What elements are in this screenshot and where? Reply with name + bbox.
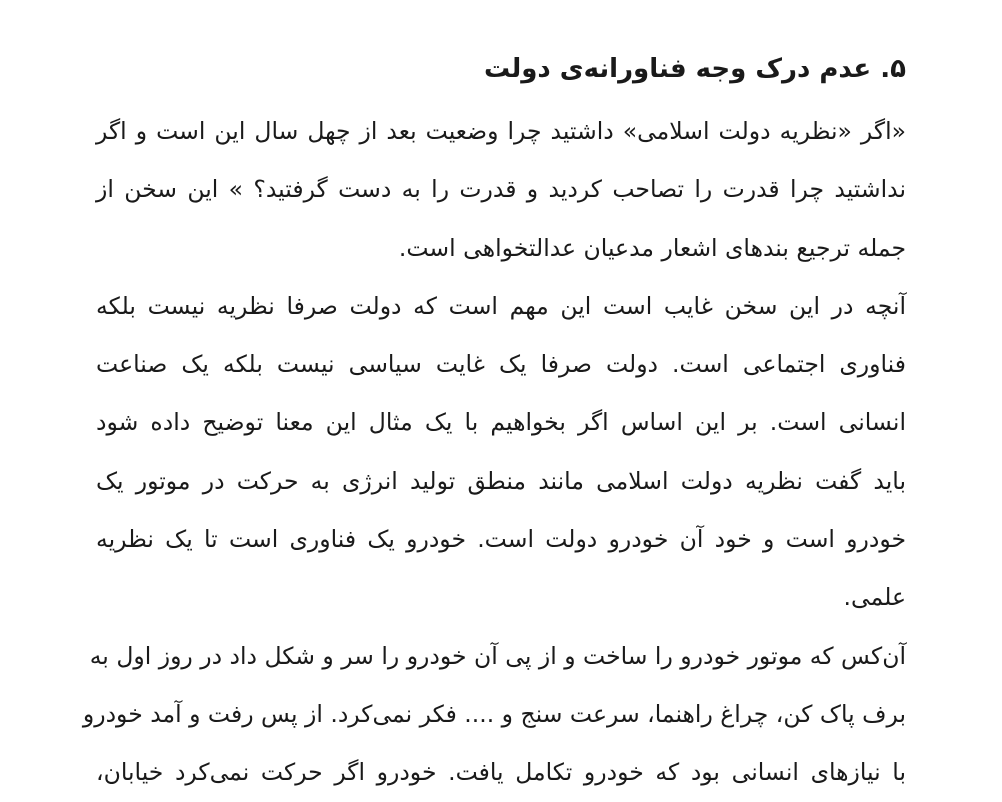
paragraph-1	[96, 102, 906, 277]
text-line: علمی.	[843, 583, 906, 612]
paragraph-2	[96, 277, 906, 627]
text-line: باید گفت نظریه دولت اسلامی مانند منطق تولید انرژی به حرکت در موتور یک	[96, 466, 906, 495]
text-line: آنچه در این سخن غایب است این مهم است که دولت صرفا نظریه نیست بلکه	[96, 291, 906, 320]
text-line: «اگر «نظریه دولت اسلامی» داشتید چرا وضعیت بعد از چهل سال این است و اگر	[96, 117, 906, 145]
text-line: آن‌کس که موتور خودرو را ساخت و از پی آن خودرو را سر و شکل داد در روز اول به	[89, 641, 906, 670]
text-line: فناوری اجتماعی است. دولت صرفا یک غایت سیاسی نیست بلکه یک صناعت	[96, 350, 906, 379]
text-line: انسانی است. بر این اساس اگر بخواهیم با یک مثال این معنا توضیح داده شود	[96, 408, 906, 437]
text-line: برف پاک کن، چراغ راهنما، سرعت سنج و .... فکر نمی‌کرد. از پس رفت و آمد خودرو	[82, 699, 906, 728]
section-heading: ۵. عدم درک وجه فناورانه‌ی دولت	[483, 54, 906, 84]
text-line: جمله ترجیع بندهای اشعار مدعیان عدالتخواهی است.	[398, 233, 906, 262]
paragraph-3	[82, 627, 906, 802]
text-line: با نیازهای انسانی بود که خودرو تکامل یافت. خودرو اگر حرکت نمی‌کرد خیابان،	[96, 758, 906, 787]
text-line: خودرو است و خود آن خودرو دولت است. خودرو یک فناوری است تا یک نظریه	[96, 525, 906, 554]
text-line: نداشتید چرا قدرت را تصاحب کردید و قدرت را به دست گرفتید؟ » این سخن از	[96, 175, 906, 204]
